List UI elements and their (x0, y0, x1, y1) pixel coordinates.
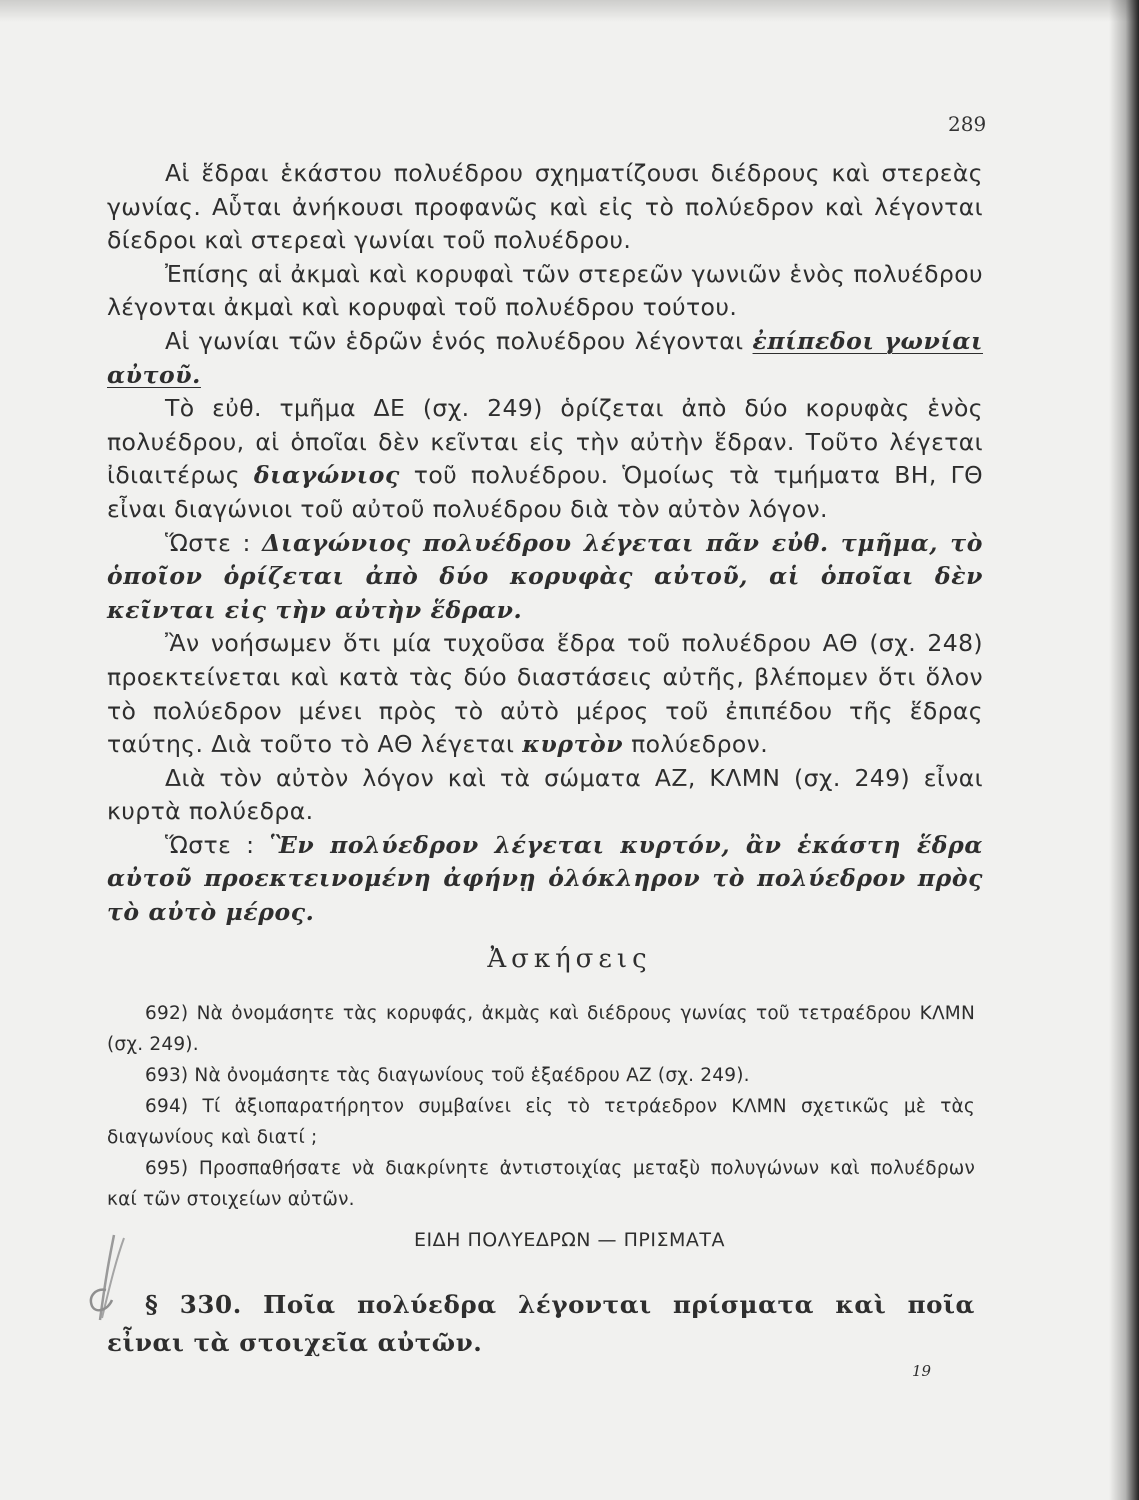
convex-definition-lead: Ὥστε : (165, 830, 270, 859)
page-number: 289 (948, 112, 987, 136)
paragraph-plane-angles (107, 325, 983, 392)
diagonal-term: διαγώνιος (253, 461, 400, 490)
page-top-shadow (0, 0, 1139, 22)
signature-mark: 19 (912, 1362, 932, 1380)
convex-text-end: πολύεδρον. (623, 730, 769, 759)
paragraph-diagonal-definition (107, 527, 983, 628)
exercise-item: 692) Νὰ ὀνομάσητε τὰς κορυφάς, ἀκμὰς καὶ διέδρους γωνίας τοῦ τετραέδρου ΚΛΜΝ (σχ. 249). (107, 1003, 975, 1055)
exercise-item: 694) Τί ἀξιοπαρατήρητον συμβαίνει εἰς τὸ τετράεδρον ΚΛΜΝ σχετικῶς μὲ τὰς διαγωνίους καὶ διατί ; (107, 1096, 975, 1148)
convex-definition: Ἓν πολύεδρον λέγεται κυρτόν, ἂν ἑκάστη ἕδρα αὐτοῦ προεκτεινομένη ἀφήνῃ ὁλόκληρον τὸ πολύεδρον πρὸς τὸ αὐτὸ μέρος. (107, 830, 983, 927)
paragraph-edges-vertices: Ἐπίσης αἱ ἀκμαὶ καὶ κορυφαὶ τῶν στερεῶν γωνιῶν ἑνὸς πολυέδρου λέγονται ἀκμαὶ καὶ κορυφαὶ τοῦ πολυέδρου τούτου. (107, 259, 983, 322)
convex-term: κυρτὸν (522, 730, 624, 759)
exercise-item: 693) Νὰ ὀνομάσητε τὰς διαγωνίους τοῦ ἑξαέδρου ΑΖ (σχ. 249). (145, 1065, 750, 1086)
diagonal-text-start: Τὸ εὐθ. τμῆμα ΔΕ (σχ. 249) ὁρίζεται ἀπὸ δύο κορυφὰς ἑνὸς πολυέδρου, αἱ ὁποῖαι δὲν κεῖνται εἰς τὴν αὐτὴν ἕδραν. Τοῦτο λέγεται ἰδιαιτέρως (107, 394, 983, 490)
page-edge-shadow (1109, 0, 1139, 1500)
exercises-title: Ἀσκήσεις (487, 944, 652, 974)
diagonal-definition: Διαγώνιος πολυέδρου λέγεται πᾶν εὐθ. τμῆμα, τὸ ὁποῖον ὁρίζεται ἀπὸ δύο κορυφὰς αὐτοῦ, αἱ ὁποῖαι δὲν κεῖνται εἰς τὴν αὐτὴν ἕδραν. (107, 528, 983, 624)
chapter-heading: ΕΙΔΗ ΠΟΛΥΕΔΡΩΝ — ΠΡΙΣΜΑΤΑ (414, 1229, 725, 1251)
paragraph-convex-definition (107, 829, 983, 930)
section-heading: § 330. Ποῖα πολύεδρα λέγονται πρίσματα καὶ ποῖα εἶναι τὰ στοιχεῖα αὐτῶν. (107, 1290, 975, 1357)
plane-angles-text: Αἱ γωνίαι τῶν ἑδρῶν ἑνός πολυέδρου λέγονται (165, 326, 753, 355)
convex-text-start: Ἂν νοήσωμεν ὅτι μία τυχοῦσα ἕδρα τοῦ πολυέδρου ΑΘ (σχ. 248) προεκτείνεται καὶ κατὰ τὰς δύο διαστάσεις αὐτῆς, βλέπομεν ὅτι ὅλον τὸ πολύεδρον μένει πρὸς τὸ αὐτὸ μέρος τοῦ ἐπιπέδου τῆς ἕδρας ταύτης. Διὰ τοῦτο τὸ ΑΘ λέγεται (107, 629, 983, 759)
plane-angles-term: ἐπίπεδοι γωνίαι αὐτοῦ. (107, 326, 983, 389)
diagonal-text-end: τοῦ πολυέδρου. Ὁμοίως τὰ τμήματα ΒΗ, ΓΘ εἶναι διαγώνιοι τοῦ αὐτοῦ πολυέδρου διὰ τὸν αὐτὸν λόγον. (107, 461, 983, 523)
body-text (107, 157, 983, 930)
diagonal-definition-lead: Ὥστε : (165, 528, 263, 557)
paragraph-diagonal (107, 392, 983, 526)
exercise-item: 695) Προσπαθήσατε νὰ διακρίνητε ἀντιστοιχίας μεταξὺ πολυγώνων καὶ πολυέδρων καί τῶν στοιχείων αὐτῶν. (107, 1158, 975, 1210)
exercises-list (107, 998, 975, 1215)
paragraph-faces-angles: Αἱ ἕδραι ἑκάστου πολυέδρου σχηματίζουσι διέδρους καὶ στερεὰς γωνίας. Αὗται ἀνήκουσι προφανῶς καὶ εἰς τὸ πολύεδρον καὶ λέγονται δίεδροι καὶ στερεαὶ γωνίαι τοῦ πολυέδρου. (107, 159, 983, 255)
paragraph-convex (107, 627, 983, 761)
paragraph-convex-examples: Διὰ τὸν αὐτὸν λόγον καὶ τὰ σώματα ΑΖ, ΚΛΜΝ (σχ. 249) εἶναι κυρτὰ πολύεδρα. (107, 763, 983, 826)
